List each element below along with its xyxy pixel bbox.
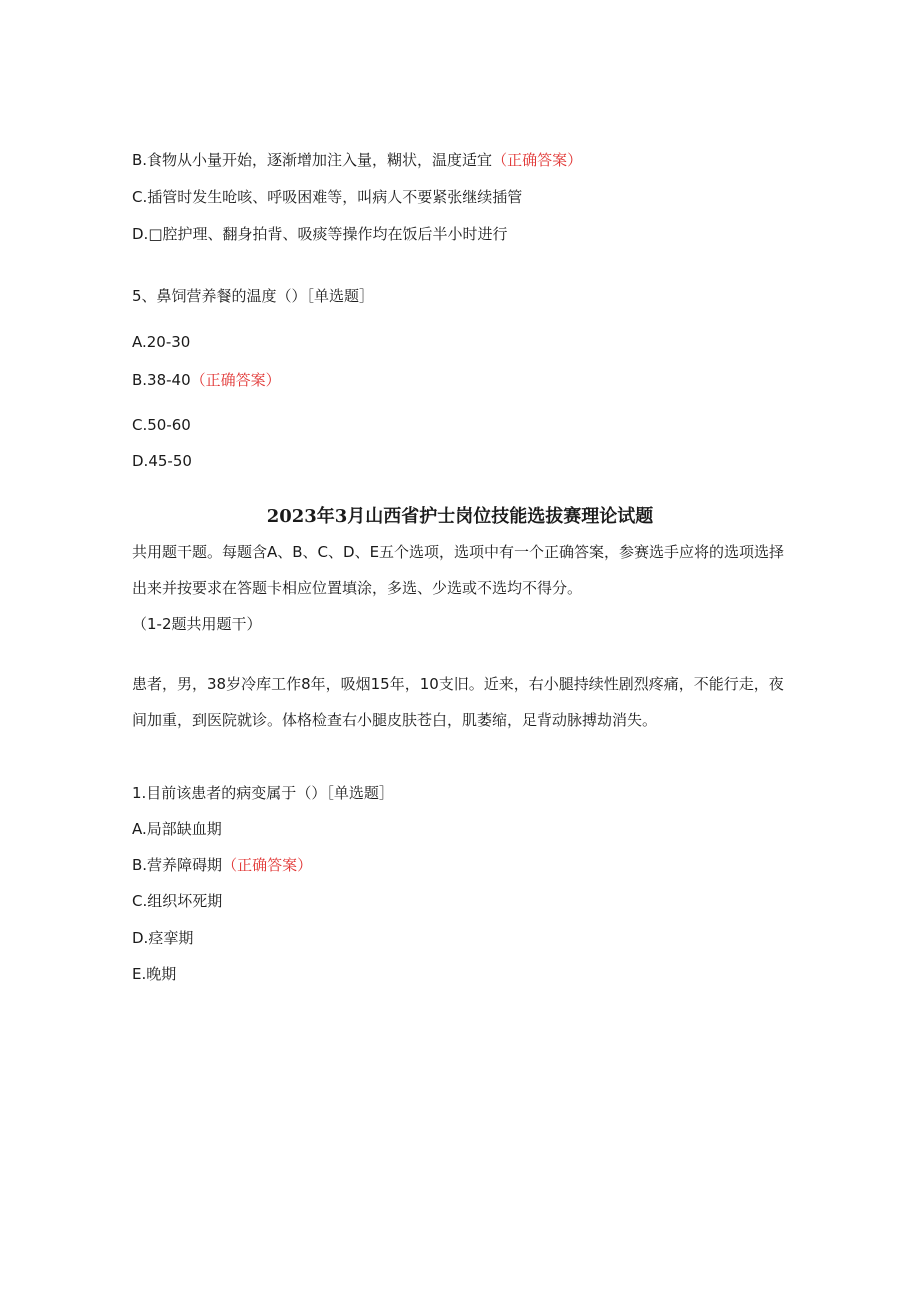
- option-c: [132, 187, 522, 207]
- option-text: D.痉挛期: [132, 929, 194, 947]
- question-text: 1.目前该患者的病变属于（）［单选题］: [132, 784, 394, 802]
- exam-title: 2023年3月山西省护士岗位技能选拔赛理论试题: [266, 506, 654, 527]
- option-text: B.营养障碍期: [132, 856, 223, 874]
- correct-answer-mark: （正确答案）: [222, 856, 313, 874]
- q5-option-b: [132, 370, 281, 390]
- option-text: E.晚期: [132, 965, 177, 983]
- q1-option-c: [132, 891, 222, 911]
- correct-answer-mark: （正确答案）: [492, 151, 583, 169]
- q1-option-d: [132, 928, 193, 948]
- option-text: B.38-40: [132, 371, 191, 389]
- option-b: [132, 150, 582, 170]
- option-text: A.20-30: [132, 333, 191, 351]
- option-text: A.局部缺血期: [132, 820, 222, 838]
- option-text: D.□腔护理、翻身拍背、吸痰等操作均在饭后半小时进行: [132, 225, 508, 243]
- q1-option-a: [132, 819, 222, 839]
- q5-option-a: [132, 332, 190, 352]
- shared-stem-label: （1-2题共用题干）: [132, 615, 262, 633]
- option-text: B.食物从小量开始，逐渐增加注入量，糊状，温度适宜: [132, 151, 493, 169]
- q1-option-b: [132, 855, 312, 875]
- question-5-stem: [132, 286, 374, 306]
- option-text: C.插管时发生呛咳、呼吸困难等，叫病人不要紧张继续插管: [132, 188, 523, 206]
- question-1-stem: [132, 783, 394, 803]
- option-text: D.45-50: [132, 452, 192, 470]
- case-description: 患者，男，38岁冷库工作8年，吸烟15年，10支旧。近来，右小腿持续性剧烈疼痛，不能行走，夜间加重，到医院就诊。体格检查右小腿皮肤苍白，肌萎缩，足背动脉搏劫消失。: [132, 675, 784, 729]
- q5-option-c: [132, 415, 191, 435]
- q5-option-d: [132, 451, 192, 471]
- option-text: C.50-60: [132, 416, 191, 434]
- question-text: 5、鼻饲营养餐的温度（）［单选题］: [132, 287, 375, 305]
- q1-option-e: [132, 964, 176, 984]
- option-text: C.组织坏死期: [132, 892, 223, 910]
- correct-answer-mark: （正确答案）: [190, 371, 281, 389]
- exam-instruction: 共用题干题。每题含A、B、C、D、E五个选项，选项中有一个正确答案，参赛选手应将的选项选择出来并按要求在答题卡相应位置填涂，多选、少选或不选均不得分。: [132, 543, 785, 597]
- option-d: [132, 224, 508, 244]
